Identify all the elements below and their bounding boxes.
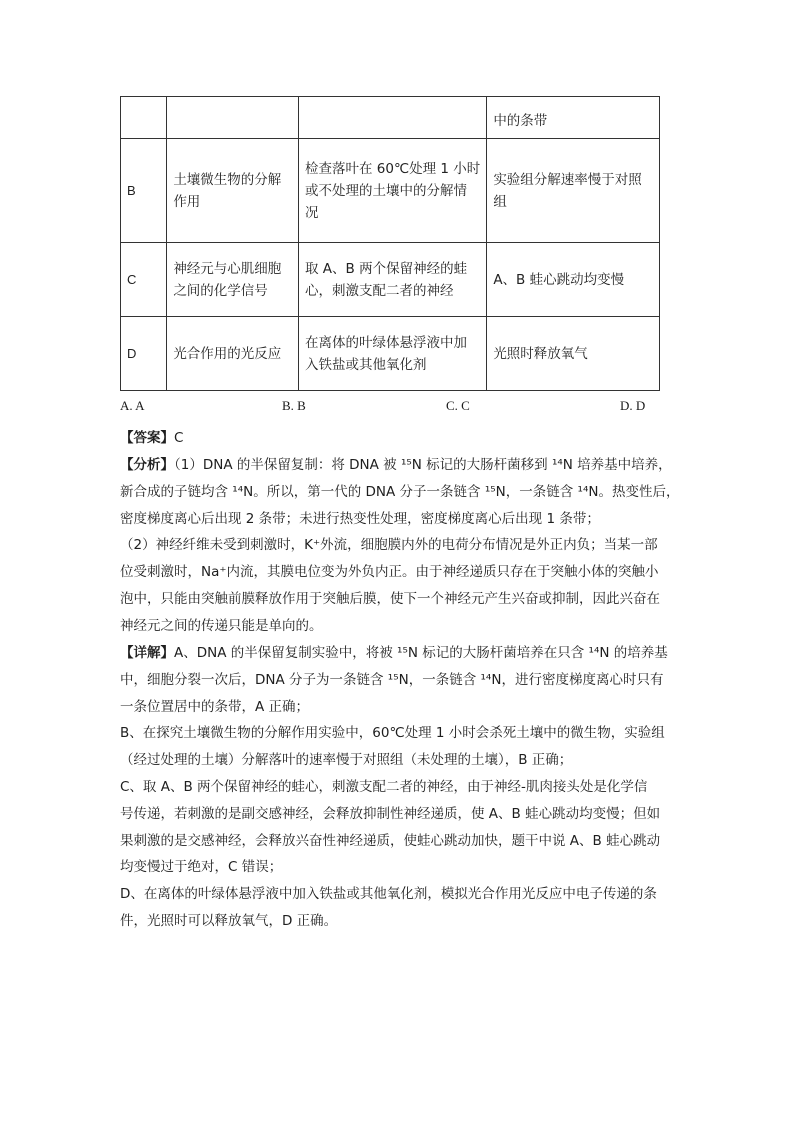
detail-line: C、取 A、B 两个保留神经的蛙心，刺激支配二者的神经，由于神经-肌肉接头处是化学信 bbox=[120, 778, 648, 795]
detail-line: B、在探究土壤微生物的分解作用实验中，60℃处理 1 小时会杀死土壤中的微生物，实验组 bbox=[120, 725, 665, 742]
analysis-line: 新合成的子链均含 ¹⁴N。所以，第一代的 DNA 分子一条链含 ¹⁵N，一条链含 ¹⁴N。热变性后， bbox=[120, 483, 680, 500]
table-cell bbox=[167, 317, 299, 391]
cell-text: A、B 蛙心跳动均变慢 bbox=[493, 271, 625, 288]
table-cell bbox=[299, 97, 487, 139]
cell-text: 况 bbox=[305, 204, 319, 221]
table-cell bbox=[299, 243, 487, 317]
detail-text: A、DNA 的半保留复制实验中，将被 ¹⁵N 标记的大肠杆菌培养在只含 ¹⁴N 的培养基 bbox=[174, 645, 668, 661]
analysis-line: 神经元之间的传递只能是单向的。 bbox=[120, 617, 323, 634]
table-row-b bbox=[121, 139, 660, 243]
table-cell bbox=[121, 97, 167, 139]
table-cell bbox=[167, 139, 299, 243]
table-cell bbox=[299, 317, 487, 391]
cell-text: 实验组分解速率慢于对照 bbox=[493, 171, 642, 188]
cell-text: 光合作用的光反应 bbox=[173, 345, 282, 362]
row-label: D bbox=[121, 317, 167, 391]
table-cell bbox=[167, 243, 299, 317]
option-a: A. A bbox=[120, 398, 145, 413]
analysis-tag: 【分析】 bbox=[120, 457, 174, 473]
row-label: B bbox=[121, 139, 167, 243]
detail-line: D、在离体的叶绿体悬浮液中加入铁盐或其他氧化剂，模拟光合作用光反应中电子传递的条 bbox=[120, 886, 657, 903]
analysis-line: 位受刺激时，Na⁺内流，其膜电位变为外负内正。由于神经递质只存在于突触小体的突触小 bbox=[120, 564, 659, 581]
detail-tag: 【详解】 bbox=[120, 645, 174, 661]
detail-line: 一条位置居中的条带，A 正确； bbox=[120, 698, 310, 715]
cell-text: 作用 bbox=[173, 193, 201, 210]
table-cell bbox=[487, 97, 660, 139]
detail-line: 号传递，若刺激的是副交感神经，会释放抑制性神经递质，使 A、B 蛙心跳动均变慢；但如 bbox=[120, 805, 661, 822]
cell-text: 之间的化学信号 bbox=[173, 282, 268, 299]
row-label: C bbox=[121, 243, 167, 317]
table-cell bbox=[487, 243, 660, 317]
table-cell bbox=[299, 139, 487, 243]
cell-text: 中的条带 bbox=[493, 112, 548, 129]
cell-text: 心，刺激支配二者的神经 bbox=[305, 282, 454, 299]
option-c: C. C bbox=[446, 398, 470, 413]
analysis-line: 密度梯度离心后出现 2 条带；未进行热变性处理，密度梯度离心后出现 1 条带； bbox=[120, 510, 600, 527]
detail-section bbox=[120, 640, 668, 935]
cell-text: 神经元与心肌细胞 bbox=[173, 260, 282, 277]
answer-value: C bbox=[174, 430, 184, 446]
table-cell bbox=[487, 317, 660, 391]
cell-text: 组 bbox=[493, 193, 507, 210]
question-table bbox=[120, 96, 660, 391]
detail-line: 件，光照时可以释放氧气，D 正确。 bbox=[120, 912, 338, 929]
analysis-line: 泡中，只能由突触前膜释放作用于突触后膜，使下一个神经元产生兴奋或抑制，因此兴奋在 bbox=[120, 590, 660, 607]
option-d: D. D bbox=[620, 398, 646, 413]
table-row-c bbox=[121, 243, 660, 317]
detail-line: 均变慢过于绝对，C 错误； bbox=[120, 859, 283, 876]
table-row bbox=[121, 97, 660, 139]
cell-text: 入铁盐或其他氧化剂 bbox=[305, 356, 427, 373]
cell-text: 检查落叶在 60℃处理 1 小时 bbox=[305, 160, 481, 177]
table-row-d bbox=[121, 317, 660, 391]
answer-tag: 【答案】 bbox=[120, 430, 174, 446]
cell-text: 光照时释放氧气 bbox=[493, 345, 588, 362]
analysis-line bbox=[120, 452, 672, 479]
cell-text: 取 A、B 两个保留神经的蛙 bbox=[305, 260, 468, 277]
detail-line: 果刺激的是交感神经，会释放兴奋性神经递质，使蛙心跳动加快，题干中说 A、B 蛙心跳动 bbox=[120, 832, 661, 849]
detail-line bbox=[120, 640, 668, 667]
detail-line: （经过处理的土壤）分解落叶的速率慢于对照组（未处理的土壤），B 正确； bbox=[120, 752, 573, 769]
detail-line: 中，细胞分裂一次后，DNA 分子为一条链含 ¹⁵N，一条链含 ¹⁴N，进行密度梯度离心时只有 bbox=[120, 671, 664, 688]
cell-text: 土壤微生物的分解 bbox=[173, 171, 282, 188]
cell-text: 在离体的叶绿体悬浮液中加 bbox=[305, 334, 467, 351]
table-cell bbox=[167, 97, 299, 139]
cell-text: 或不处理的土壤中的分解情 bbox=[305, 182, 467, 199]
analysis-line: （2）神经纤维未受到刺激时，K⁺外流，细胞膜内外的电荷分布情况是外正内负；当某一部 bbox=[120, 537, 658, 554]
analysis-section bbox=[120, 452, 680, 640]
analysis-text: （1）DNA 的半保留复制：将 DNA 被 ¹⁵N 标记的大肠杆菌移到 ¹⁴N 培养基中培养， bbox=[174, 457, 672, 473]
answer-options bbox=[120, 398, 660, 418]
table-cell bbox=[487, 139, 660, 243]
option-b: B. B bbox=[282, 398, 306, 413]
answer-section bbox=[120, 425, 660, 452]
